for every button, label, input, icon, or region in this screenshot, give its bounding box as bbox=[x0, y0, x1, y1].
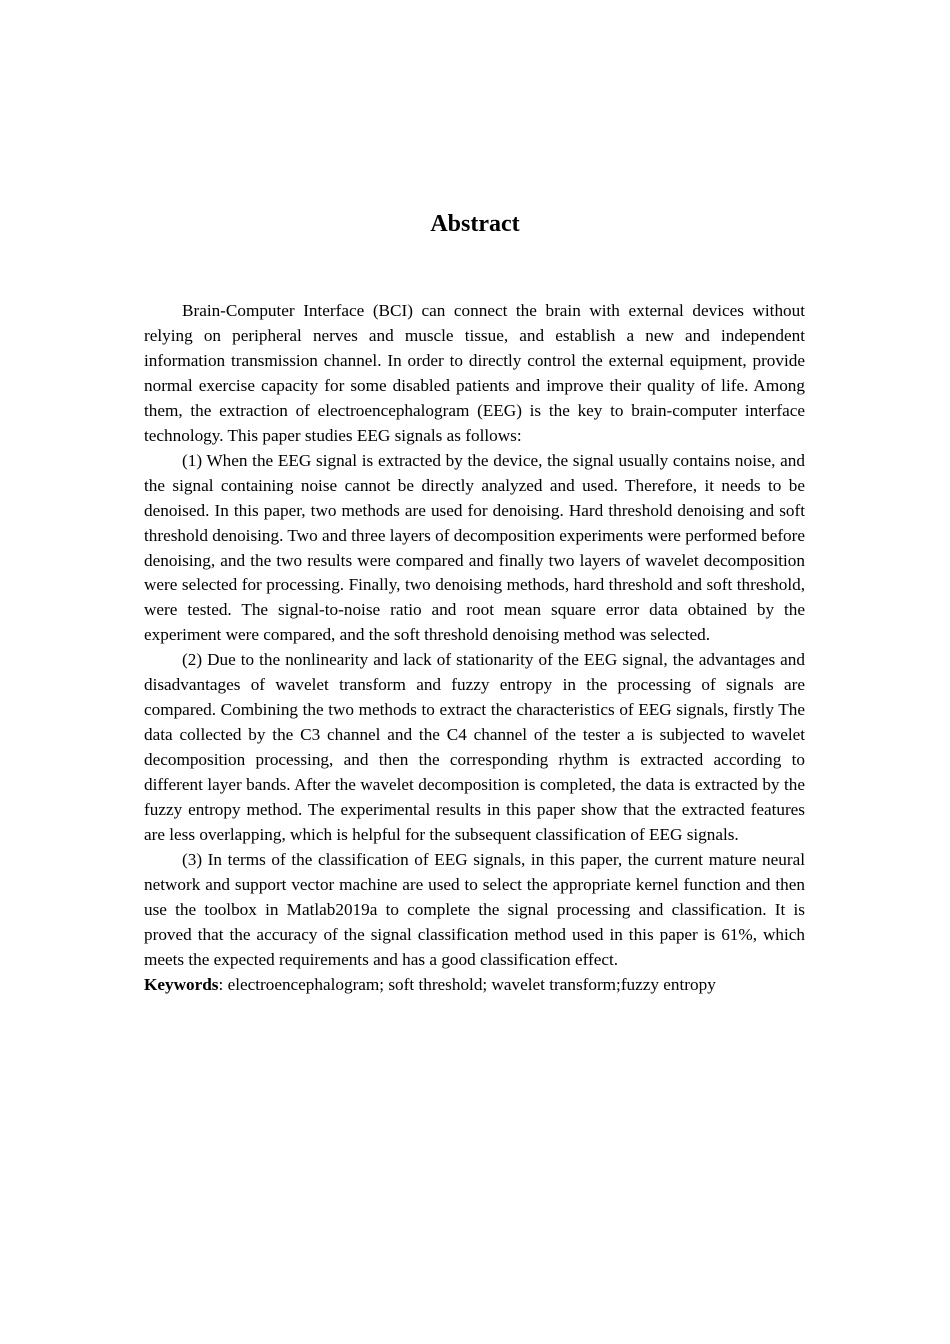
abstract-paragraph-denoising: (1) When the EEG signal is extracted by the device, the signal usually contains noise, and the signal containing noise cannot be directly analyzed and used. Therefore, it needs to be denoised. In this paper, two methods are used for denoising. Hard threshold denoising and soft threshold denoising. Two and three layers of decomposition experiments were performed before denoising, and the two results were compared and finally two layers of wavelet decomposition were selected for processing. Finally, two denoising methods, hard threshold and soft threshold, were tested. The signal-to-noise ratio and root mean square error data obtained by the experiment were compared, and the soft threshold denoising method was selected. bbox=[144, 450, 805, 645]
keywords-separator: : bbox=[218, 974, 228, 994]
keywords-line bbox=[144, 973, 805, 998]
abstract-paragraph-classification: (3) In terms of the classification of EEG signals, in this paper, the current mature neural network and support vector machine are used to select the appropriate kernel function and then use the toolbox in Matlab2019a to complete the signal processing and classification. It is proved that the accuracy of the signal classification method used in this paper is 61%, which meets the expected requirements and has a good classification effect. bbox=[144, 849, 805, 969]
abstract-body bbox=[144, 299, 805, 998]
abstract-paragraph-intro: Brain-Computer Interface (BCI) can connect the brain with external devices without relying on peripheral nerves and muscle tissue, and establish a new and independent information transmission channel. In order to directly control the external equipment, provide normal exercise capacity for some disabled patients and improve their quality of life. Among them, the extraction of electroencephalogram (EEG) is the key to brain-computer interface technology. This paper studies EEG signals as follows: bbox=[144, 301, 805, 445]
page-title: Abstract bbox=[430, 211, 520, 237]
keywords-label: Keywords bbox=[144, 974, 219, 994]
keywords-text: electroencephalogram; soft threshold; wavelet transform;fuzzy entropy bbox=[227, 974, 716, 994]
abstract-paragraph-feature-extraction: (2) Due to the nonlinearity and lack of stationarity of the EEG signal, the advantages and disadvantages of wavelet transform and fuzzy entropy in the processing of signals are compared. Combining the two methods to extract the characteristics of EEG signals, firstly The data collected by the C3 channel and the C4 channel of the tester a is subjected to wavelet decomposition processing, and then the corresponding rhythm is extracted according to different layer bands. After the wavelet decomposition is completed, the data is extracted by the fuzzy entropy method. The experimental results in this paper show that the extracted features are less overlapping, which is helpful for the subsequent classification of EEG signals. bbox=[144, 650, 805, 845]
